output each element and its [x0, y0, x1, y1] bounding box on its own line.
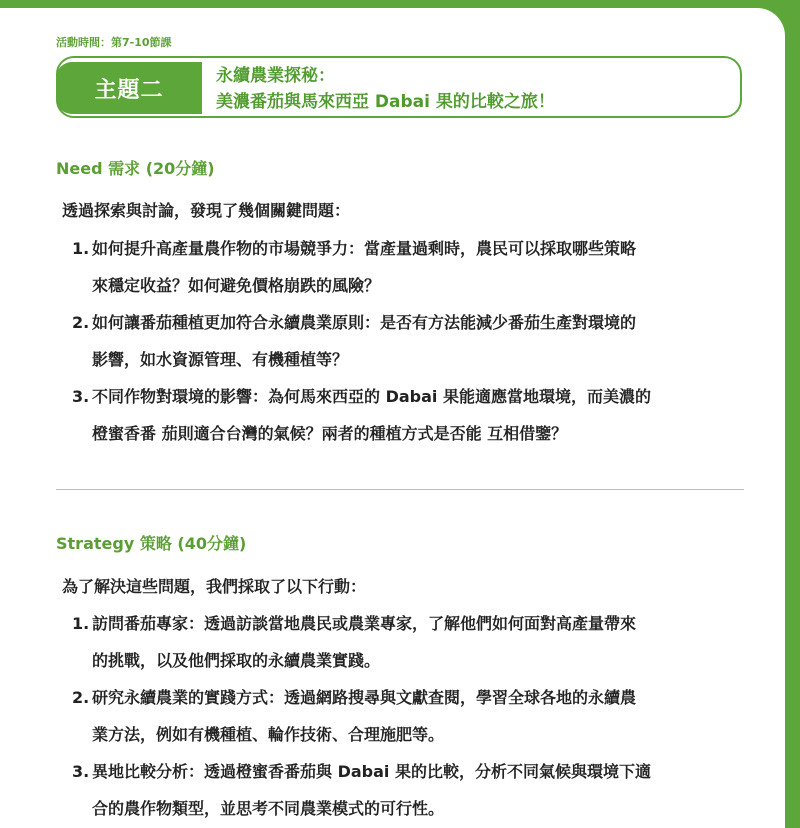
- item-text-line2: 合的農作物類型，並思考不同農業模式的可行性。: [92, 799, 445, 818]
- item-text-line1: 如何讓番茄種植更加符合永續農業原則：是否有方法能減少番茄生產對環境的: [92, 313, 637, 332]
- item-text-line1: 異地比較分析：透過橙蜜香番茄與 Dabai 果的比較，分析不同氣候與環境下適: [92, 762, 651, 781]
- item-number: 1.: [72, 239, 90, 258]
- topic-title: [216, 63, 555, 115]
- need-heading: Need 需求 (20分鐘): [56, 159, 215, 178]
- item-text-line2: 業方法，例如有機種植、輪作技術、合理施肥等。: [92, 725, 445, 744]
- item-text-line1: 如何提升高產量農作物的市場競爭力：當產量過剩時，農民可以採取哪些策略: [92, 239, 637, 258]
- activity-time: 活動時間：第7-10節課: [56, 36, 172, 49]
- topic-title-line1: 永續農業探秘：: [216, 66, 335, 86]
- topic-badge: 主題二: [56, 62, 202, 114]
- section-divider: [56, 489, 744, 490]
- topic-banner: [56, 56, 742, 118]
- item-text-line2: 影響，如水資源管理、有機種植等？: [92, 350, 349, 369]
- need-list: [72, 230, 752, 452]
- list-item: [72, 230, 752, 304]
- content-card: [0, 8, 785, 828]
- list-item: [72, 378, 752, 452]
- item-text-line1: 不同作物對環境的影響：為何馬來西亞的 Dabai 果能適應當地環境，而美濃的: [92, 387, 651, 406]
- item-text-line2: 的挑戰，以及他們採取的永續農業實踐。: [92, 651, 381, 670]
- item-number: 3.: [72, 762, 90, 781]
- item-number: 2.: [72, 688, 90, 707]
- strategy-list: [72, 605, 752, 827]
- topic-title-line2: 美濃番茄與馬來西亞 Dabai 果的比較之旅！: [216, 92, 555, 112]
- list-item: [72, 605, 752, 679]
- item-text-line2: 來穩定收益？如何避免價格崩跌的風險？: [92, 276, 381, 295]
- item-number: 3.: [72, 387, 90, 406]
- strategy-heading: Strategy 策略 (40分鐘): [56, 534, 247, 553]
- item-number: 1.: [72, 614, 90, 633]
- need-intro: 透過探索與討論，發現了幾個關鍵問題：: [62, 201, 351, 220]
- item-text-line1: 訪問番茄專家：透過訪談當地農民或農業專家，了解他們如何面對高產量帶來: [92, 614, 637, 633]
- list-item: [72, 304, 752, 378]
- list-item: [72, 753, 752, 827]
- item-number: 2.: [72, 313, 90, 332]
- item-text-line1: 研究永續農業的實踐方式：透過網路搜尋與文獻查閱，學習全球各地的永續農: [92, 688, 637, 707]
- item-text-line2: 橙蜜香番 茄則適合台灣的氣候？兩者的種植方式是否能 互相借鑒？: [92, 424, 568, 443]
- list-item: [72, 679, 752, 753]
- strategy-intro: 為了解決這些問題，我們採取了以下行動：: [62, 577, 367, 596]
